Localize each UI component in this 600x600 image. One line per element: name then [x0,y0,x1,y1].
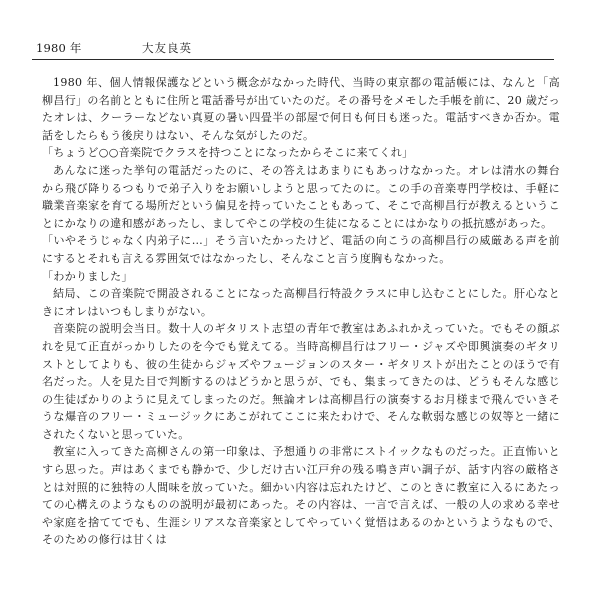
paragraph: 結局、この音楽院で開設されることになった高柳昌行特設クラスに申し込むことにした。肝心なときにオレはいつもしまりがない。 [42,287,560,318]
paragraph: 教室に入ってきた高柳さんの第一印象は、予想通りの非常にストイックなものだった。正直怖いとすら思った。声はあくまでも静かで、少しだけ古い江戸弁の残る鳴き声い調子が、話す内容の厳格さとは対照的に独特の人間味を放っていた。細かい内容は忘れたけど、このときに教室に入るにあたっての心構えのようなものの説明が最初にあった。その内容は、一言で言えば、一般の人の求める幸せや家庭を捨ててでも、生涯シリアスな音楽家としてやっていく覚悟はあるのかというようなもので、そのための修行は甘くは [42,445,560,547]
paragraph: 「ちょうど○○音楽院でクラスを持つことになったからそこに来てくれ」 [42,146,414,160]
paragraph: 1980 年、個人情報保護などという概念がなかった時代、当時の東京都の電話帳には、なんと「高柳昌行」の名前とともに住所と電話番号が出ていたのだ。その番号をメモした手帳を前に、20 歳だったオレは、クーラーなどない真夏の暑い四畳半の部屋で何日も何日も迷った。電話すべきか否か。電話をしたらもう後戻りはない、そんな気がしたのだ。 [42,76,560,142]
paragraph: 音楽院の説明会当日。数十人のギタリスト志望の青年で教室はあふれかえっていた。でもその顔ぶれを見て正直がっかりしたのを今でも覚えてる。当時高柳昌行はフリー・ジャズや即興演奏のギタリストとしてよりも、彼の生徒からジャズやフュージョンのスター・ギタリストが出たことのほうで有名だった。人を見た目で判断するのはどうかと思うが、でも、集まってきたのは、どうもそんな感じの生徒ばかりのように見えてしまったのだ。無論オレは高柳昌行の演奏するお月様まで飛んでいきそうな爆音のフリー・ミュージックにあこがれてここに来たわけで、そんな軟弱な感じの奴等と一緒にされたくないと思っていた。 [42,322,560,441]
paragraph: 「わかりました」 [42,269,133,283]
header-divider [32,59,554,60]
paragraph: あんなに迷った挙句の電話だったのに、その答えはあまりにもあっけなかった。オレは清水の舞台から飛び降りるつもりで弟子入りをお願いしようと思ってたのに。この手の音楽専門学校は、手軽に職業音楽家を育てる場所だという偏見を持っていたこともあって、そこで高柳昌行が教えるということにかなりの違和感があったし、ましてやこの学校の生徒になることにはかなりの抵抗感があった。 [42,163,560,230]
article-body [42,74,560,549]
header-year: 1980 年 [36,41,82,55]
paragraph: 「いやそうじゃなく内弟子に…」そう言いたかったけど、電話の向こうの高柳昌行の威厳ある声を前にするとそれも言える雰囲気ではなかったし、そんなこと言う度胸もなかった。 [42,234,560,265]
article-header [32,36,560,58]
header-author: 大友良英 [142,41,192,55]
